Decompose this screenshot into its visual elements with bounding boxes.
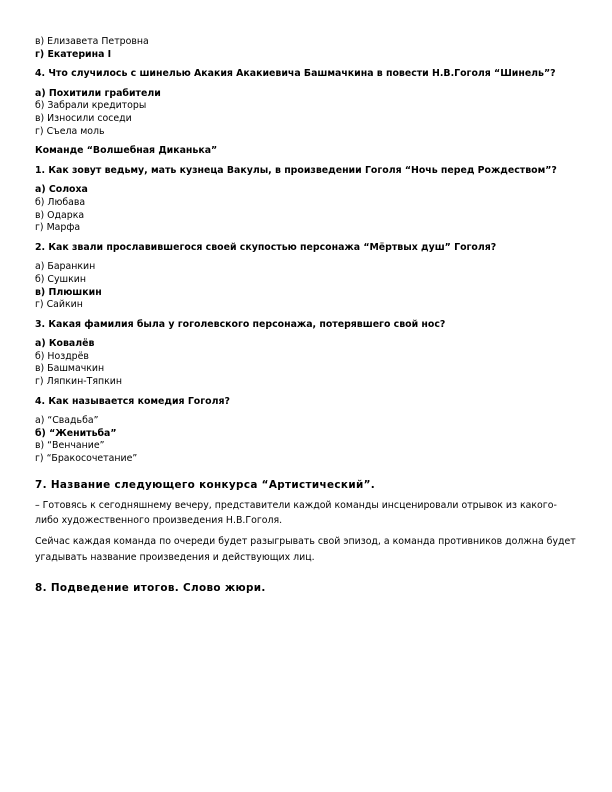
question-text: 3. Какая фамилия была у гоголевского персонажа, потерявшего свой нос?: [35, 318, 446, 330]
answer-option: а) “Свадьба”: [35, 415, 99, 427]
top-answers: [35, 36, 580, 61]
question-block: [35, 319, 580, 389]
answer-option: г) Ляпкин-Тяпкин: [35, 376, 123, 388]
answer-option: г) Марфа: [35, 222, 81, 234]
answer-option: б) Забрали кредиторы: [35, 100, 147, 112]
question-block: [35, 242, 580, 312]
answer-option: г) Сайкин: [35, 299, 83, 311]
answer-option-correct: г) Екатерина I: [35, 48, 112, 60]
answer-option-correct: а) Солоха: [35, 184, 88, 196]
answer-option: в) Износили соседи: [35, 112, 132, 124]
question-block: [35, 68, 580, 138]
question-text: 1. Как зовут ведьму, мать кузнеца Вакулы, в произведении Гоголя “Ночь перед Рождеством”?: [35, 164, 557, 176]
question-block: [35, 165, 580, 235]
team-heading: Команде “Волшебная Диканька”: [35, 145, 218, 157]
answer-option-correct: а) Похитили грабители: [35, 87, 161, 99]
paragraph: Сейчас каждая команда по очереди будет разыгрывать свой эпизод, а команда противников должна будет угадывать название произведения и действующих лиц.: [35, 536, 576, 563]
answer-option: г) “Бракосочетание”: [35, 453, 138, 465]
answer-option: б) Сушкин: [35, 273, 86, 285]
answer-option-correct: в) Плюшкин: [35, 286, 102, 298]
answer-option: б) Ноздрёв: [35, 350, 89, 362]
answer-option: в) Башмачкин: [35, 363, 105, 375]
answer-option: г) Съела моль: [35, 125, 105, 137]
question-text: 4. Как называется комедия Гоголя?: [35, 395, 230, 407]
answer-option: в) Одарка: [35, 209, 85, 221]
document-page: [35, 36, 580, 595]
section-heading: 7. Название следующего конкурса “Артистический”.: [35, 478, 376, 491]
question-text: 4. Что случилось с шинелью Акакия Акакиевича Башмачкина в повести Н.В.Гоголя “Шинель”?: [35, 68, 556, 80]
question-block: [35, 396, 580, 466]
answer-option-correct: а) Ковалёв: [35, 338, 95, 350]
answer-option: в) “Венчание”: [35, 440, 105, 452]
section-heading: 8. Подведение итогов. Слово жюри.: [35, 582, 266, 595]
answer-option: а) Баранкин: [35, 261, 96, 273]
question-text: 2. Как звали прославившегося своей скупостью персонажа “Мёртвых душ” Гоголя?: [35, 241, 497, 253]
paragraph: – Готовясь к сегодняшнему вечеру, представители каждой команды инсценировали отрывок из какого-либо художественного произведения Н.В.Гоголя.: [35, 499, 557, 527]
answer-option: в) Елизавета Петровна: [35, 36, 149, 47]
answer-option-correct: б) “Женитьба”: [35, 427, 117, 439]
answer-option: б) Любава: [35, 196, 86, 208]
